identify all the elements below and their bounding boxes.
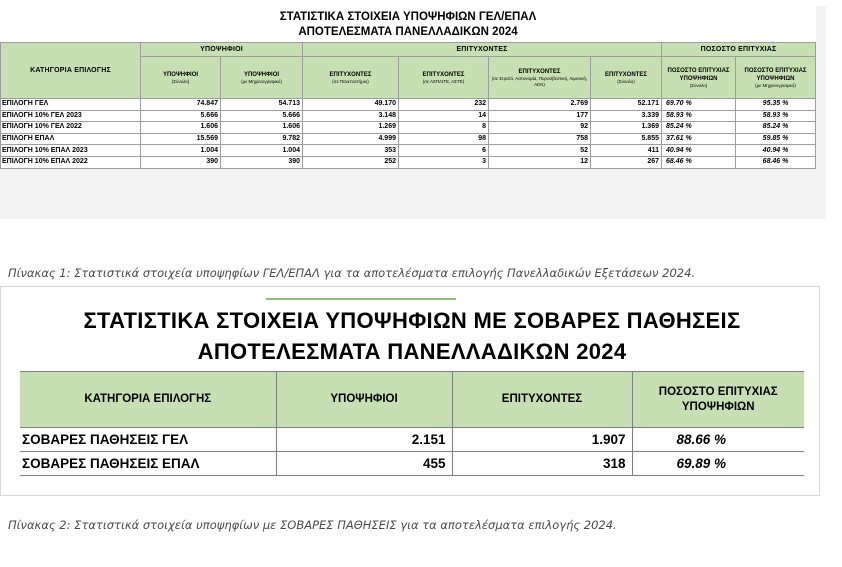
table2-title-line2: ΑΠΟΤΕΛΕΣΜΑΤΑ ΠΑΝΕΛΛΑΔΙΚΩΝ 2024 (197, 339, 627, 364)
cell: 40.94 % (736, 145, 816, 157)
cell: 8 (399, 122, 489, 134)
column-header: ΕΠΙΤΥΧΟΝΤΕΣ (Σύνολο) (591, 57, 662, 99)
cell: 1.907 (452, 428, 632, 452)
cell: 1.004 (141, 145, 221, 157)
success-rate-header: ΠΟΣΟΣΤΟ ΕΠΙΤΥΧΙΑΣ ΥΠΟΨΗΦΙΩΝ (632, 372, 804, 428)
row-category: ΕΠΙΛΟΓΗ 10% ΓΕΛ 2022 (1, 122, 141, 134)
table1-title-line2: ΑΠΟΤΕΛΕΣΜΑΤΑ ΠΑΝΕΛΛΑΔΙΚΩΝ 2024 (1, 25, 816, 43)
cell: 88.66 % (632, 428, 804, 452)
cell: 3 (399, 156, 489, 168)
cell: 3.148 (303, 110, 399, 122)
cell: 69.70 % (662, 99, 736, 111)
cell: 54.713 (221, 99, 303, 111)
cell: 267 (591, 156, 662, 168)
successful-header: ΕΠΙΤΥΧΟΝΤΕΣ (452, 372, 632, 428)
successful-group-header: ΕΠΙΤΥΧΟΝΤΕΣ (303, 43, 662, 57)
cell: 4.999 (303, 133, 399, 145)
cell: 58.93 % (736, 110, 816, 122)
column-header: ΠΟΣΟΣΤΟ ΕΠΙΤΥΧΙΑΣ ΥΠΟΨΗΦΙΩΝ (Σύνολο) (662, 57, 736, 99)
column-header: ΕΠΙΤΥΧΟΝΤΕΣ (σε Στρατό, Αστυνομία, Πυροσβεστική, Λιμενική, ΑΕΝ) (489, 57, 591, 99)
cell: 2.151 (276, 428, 452, 452)
column-header: ΕΠΙΤΥΧΟΝΤΕΣ (σε Πανεπιστήμιο) (303, 57, 399, 99)
success-rate-group-header: ΠΟΣΟΣΤΟ ΕΠΙΤΥΧΙΑΣ (662, 43, 816, 57)
cell: 12 (489, 156, 591, 168)
table-row (20, 428, 804, 452)
cell: 6 (399, 145, 489, 157)
row-category: ΕΠΙΛΟΓΗ 10% ΓΕΛ 2023 (1, 110, 141, 122)
table-row (20, 452, 804, 476)
table-row (1, 122, 816, 134)
table-row (1, 156, 816, 168)
cell: 68.46 % (662, 156, 736, 168)
cell: 95.35 % (736, 99, 816, 111)
table2-title-line1: ΣΤΑΤΙΣΤΙΚΑ ΣΤΟΙΧΕΙΑ ΥΠΟΨΗΦΙΩΝ ΜΕ ΣΟΒΑΡΕΣ ΠΑΘΗΣΕΙΣ (83, 308, 741, 333)
row-category: ΕΠΙΛΟΓΗ ΓΕΛ (1, 99, 141, 111)
table1-container (0, 6, 826, 219)
row-category: ΣΟΒΑΡΕΣ ΠΑΘΗΣΕΙΣ ΕΠΑΛ (20, 452, 276, 476)
table-row (1, 145, 816, 157)
column-header: ΕΠΙΤΥΧΟΝΤΕΣ (σε ΑΣΠΑΙΤΕ, ΑΣΤΕ) (399, 57, 489, 99)
cell: 1.269 (303, 122, 399, 134)
table-row (1, 110, 816, 122)
row-category: ΕΠΙΛΟΓΗ 10% ΕΠΑΛ 2022 (1, 156, 141, 168)
candidates-header: ΥΠΟΨΗΦΙΟΙ (276, 372, 452, 428)
cell: 353 (303, 145, 399, 157)
table-row (1, 133, 816, 145)
cell: 390 (221, 156, 303, 168)
cell: 85.24 % (662, 122, 736, 134)
candidates-statistics-table (0, 6, 816, 169)
cell: 5.855 (591, 133, 662, 145)
cell: 758 (489, 133, 591, 145)
cell: 92 (489, 122, 591, 134)
cell: 68.46 % (736, 156, 816, 168)
column-header: ΥΠΟΨΗΦΙΟΙ (με Μηχανογραφικό) (221, 57, 303, 99)
cell: 74.847 (141, 99, 221, 111)
cell: 58.93 % (662, 110, 736, 122)
cell: 49.170 (303, 99, 399, 111)
cell: 59.85 % (736, 133, 816, 145)
table1-title-line1: ΣΤΑΤΙΣΤΙΚΑ ΣΤΟΙΧΕΙΑ ΥΠΟΨΗΦΙΩΝ ΓΕΛ/ΕΠΑΛ (1, 6, 816, 25)
cell: 85.24 % (736, 122, 816, 134)
category-header: ΚΑΤΗΓΟΡΙΑ ΕΠΙΛΟΓΗΣ (20, 372, 276, 428)
cell: 252 (303, 156, 399, 168)
table1-caption: Πίνακας 1: Στατιστικά στοιχεία υποψηφίων ΓΕΛ/ΕΠΑΛ για τα αποτελέσματα επιλογής Πανελλαδικών Εξετάσεων 2024. (8, 266, 696, 280)
cell: 455 (276, 452, 452, 476)
cell: 5.666 (141, 110, 221, 122)
cell: 411 (591, 145, 662, 157)
cell: 1.369 (591, 122, 662, 134)
cell: 2.769 (489, 99, 591, 111)
cell: 52.171 (591, 99, 662, 111)
row-category: ΣΟΒΑΡΕΣ ΠΑΘΗΣΕΙΣ ΓΕΛ (20, 428, 276, 452)
cell: 232 (399, 99, 489, 111)
cell: 69.89 % (632, 452, 804, 476)
cell: 14 (399, 110, 489, 122)
column-header: ΥΠΟΨΗΦΙΟΙ (Σύνολο) (141, 57, 221, 99)
cell: 98 (399, 133, 489, 145)
cell: 52 (489, 145, 591, 157)
cell: 318 (452, 452, 632, 476)
divider (266, 298, 456, 300)
cell: 37.61 % (662, 133, 736, 145)
row-category: ΕΠΙΛΟΓΗ 10% ΕΠΑΛ 2023 (1, 145, 141, 157)
table-row (1, 99, 816, 111)
serious-conditions-table (20, 371, 804, 476)
cell: 177 (489, 110, 591, 122)
cell: 1.606 (141, 122, 221, 134)
candidates-group-header: ΥΠΟΨΗΦΙΟΙ (141, 43, 303, 57)
row-category: ΕΠΙΛΟΓΗ ΕΠΑΛ (1, 133, 141, 145)
cell: 390 (141, 156, 221, 168)
cell: 5.666 (221, 110, 303, 122)
column-header: ΠΟΣΟΣΤΟ ΕΠΙΤΥΧΙΑΣ ΥΠΟΨΗΦΙΩΝ (με Μηχανογραφικό) (736, 57, 816, 99)
cell: 15.569 (141, 133, 221, 145)
table2-caption: Πίνακας 2: Στατιστικά στοιχεία υποψηφίων με ΣΟΒΑΡΕΣ ΠΑΘΗΣΕΙΣ για τα αποτελέσματα επιλογής 2024. (8, 518, 617, 532)
cell: 1.606 (221, 122, 303, 134)
category-header: ΚΑΤΗΓΟΡΙΑ ΕΠΙΛΟΓΗΣ (1, 43, 141, 99)
cell: 40.94 % (662, 145, 736, 157)
cell: 3.339 (591, 110, 662, 122)
cell: 9.782 (221, 133, 303, 145)
cell: 1.004 (221, 145, 303, 157)
